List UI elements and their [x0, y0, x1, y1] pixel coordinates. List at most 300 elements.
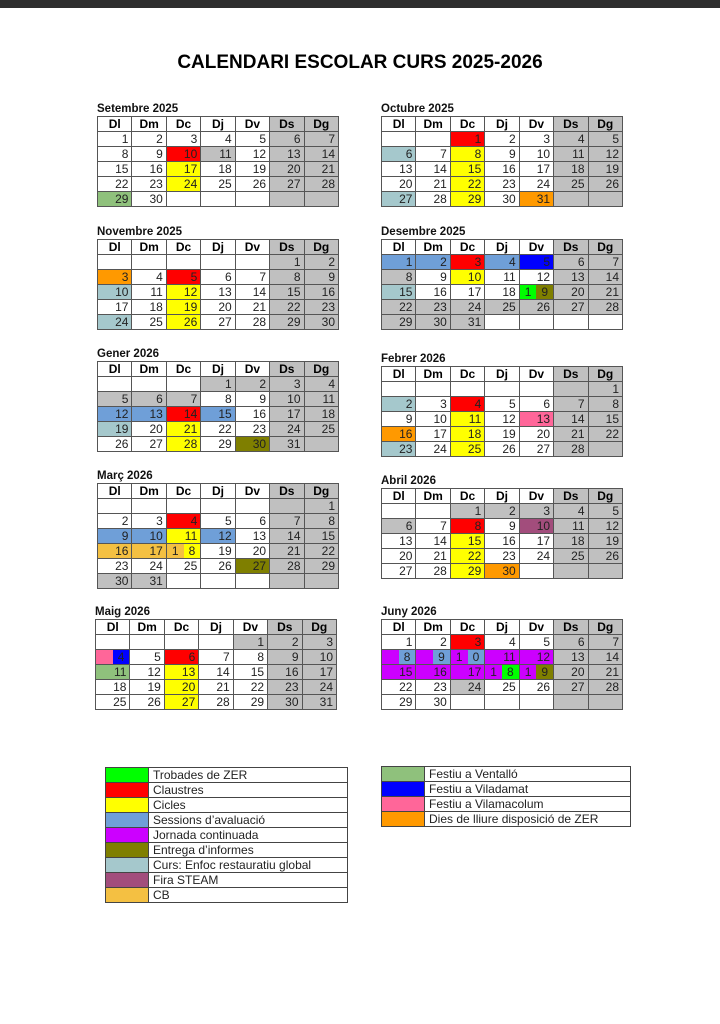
day-cell: 9: [485, 147, 519, 162]
day-cell: 13: [554, 650, 588, 665]
week-row: [382, 504, 623, 519]
weekday-header: Dg: [304, 362, 338, 377]
day-cell: 15: [382, 665, 416, 680]
weekday-header: Dv: [235, 362, 269, 377]
day-cell: 7: [588, 255, 622, 270]
day-cell: 26: [166, 315, 200, 330]
legend-label: Trobades de ZER: [149, 768, 348, 783]
legend-item: [106, 798, 348, 813]
day-cell: 27: [270, 177, 304, 192]
day-cell: 10: [98, 285, 132, 300]
weekday-header: Dv: [235, 240, 269, 255]
day-cell: 4: [554, 504, 588, 519]
weekday-header: Dc: [450, 620, 484, 635]
day-cell: 31: [450, 315, 484, 330]
weekday-header: Ds: [554, 489, 588, 504]
day-cell: 27: [382, 192, 416, 207]
weekday-header: Ds: [554, 620, 588, 635]
day-cell: 4: [450, 397, 484, 412]
day-cell: 14: [588, 650, 622, 665]
day-cell: 11: [132, 285, 166, 300]
day-cell: 21: [199, 680, 233, 695]
day-cell: 22: [588, 427, 622, 442]
day-cell: 24: [450, 680, 484, 695]
day-part: 8: [399, 650, 416, 664]
day-cell: 7: [416, 519, 450, 534]
weekday-header: Dj: [201, 240, 235, 255]
day-cell: 18: [304, 407, 338, 422]
day-cell: 4: [554, 132, 588, 147]
day-cell: 6: [270, 132, 304, 147]
weekday-header: Dg: [588, 620, 622, 635]
legend-swatch: [382, 797, 425, 812]
weekday-header: Dl: [382, 489, 416, 504]
day-cell: 24: [302, 680, 336, 695]
day-cell: 2: [98, 514, 132, 529]
day-cell: 24: [519, 177, 553, 192]
weekday-header: Dm: [132, 117, 166, 132]
week-row: [382, 680, 623, 695]
weekday-header: Dj: [201, 484, 235, 499]
week-row: [98, 529, 339, 544]
day-cell: 21: [235, 300, 269, 315]
week-row: [382, 534, 623, 549]
day-cell: 27: [235, 559, 269, 574]
day-cell: [270, 574, 304, 589]
day-cell: 20: [554, 665, 588, 680]
weekday-header: Ds: [554, 117, 588, 132]
day-cell: [164, 635, 198, 650]
weekday-header: Dl: [96, 620, 130, 635]
day-cell: 25: [166, 559, 200, 574]
day-cell: 23: [416, 680, 450, 695]
day-cell: [166, 499, 200, 514]
day-cell: 10: [166, 147, 200, 162]
day-cell: 22: [382, 300, 416, 315]
legend-swatch: [106, 828, 149, 843]
day-cell: 2: [132, 132, 166, 147]
day-cell: 23: [268, 680, 302, 695]
month-name: Maig 2026: [95, 606, 150, 618]
weekday-header: Dj: [485, 620, 519, 635]
legend-swatch: [382, 767, 425, 782]
legend-swatch: [382, 812, 425, 827]
day-cell: 8: [233, 650, 267, 665]
month-table: [95, 619, 337, 710]
day-part: 9: [536, 285, 553, 299]
day-cell: 27: [554, 300, 588, 315]
day-cell: 10: [132, 529, 166, 544]
day-cell: 26: [519, 300, 553, 315]
day-cell: 3: [450, 635, 484, 650]
weekday-header: Dc: [450, 240, 484, 255]
day-cell: [485, 695, 519, 710]
weekday-header: Dm: [416, 620, 450, 635]
day-cell: [166, 574, 200, 589]
day-cell: 2: [382, 397, 416, 412]
legend-item: [106, 768, 348, 783]
day-cell: 2: [416, 635, 450, 650]
day-cell: 6: [382, 519, 416, 534]
day-cell: 8: [450, 147, 484, 162]
day-cell-split: [382, 650, 416, 665]
week-row: [382, 300, 623, 315]
day-cell: 25: [485, 300, 519, 315]
day-cell: 2: [268, 635, 302, 650]
month-name: Setembre 2025: [97, 103, 179, 115]
day-cell: 6: [382, 147, 416, 162]
day-cell: [98, 255, 132, 270]
day-cell: 21: [416, 177, 450, 192]
week-row: [382, 549, 623, 564]
day-part: [382, 650, 399, 664]
day-cell: [304, 192, 338, 207]
day-cell: 25: [554, 177, 588, 192]
day-cell: 28: [416, 564, 450, 579]
day-cell: 13: [554, 270, 588, 285]
day-cell: 29: [98, 192, 132, 207]
day-part: 8: [502, 665, 519, 679]
month-calendar: [97, 226, 339, 330]
legend-label: Festiu a Ventalló: [425, 767, 631, 782]
weekday-header: Dl: [98, 484, 132, 499]
day-cell: 14: [166, 407, 200, 422]
legend-label: Festiu a Viladamat: [425, 782, 631, 797]
day-cell: 17: [302, 665, 336, 680]
week-row: [98, 255, 339, 270]
day-cell: 29: [382, 315, 416, 330]
day-cell: 26: [98, 437, 132, 452]
weekday-header: Dl: [98, 240, 132, 255]
weekday-header: Dc: [450, 367, 484, 382]
day-cell: 5: [166, 270, 200, 285]
weekday-header: Dc: [166, 484, 200, 499]
weekday-header: Dc: [166, 240, 200, 255]
day-cell: 24: [166, 177, 200, 192]
day-cell: 29: [270, 315, 304, 330]
legend-swatch: [106, 768, 149, 783]
day-cell: 19: [485, 427, 519, 442]
day-cell: 28: [588, 300, 622, 315]
week-row: [382, 650, 623, 665]
week-row: [382, 635, 623, 650]
weekday-header: Dg: [588, 489, 622, 504]
week-row: [98, 407, 339, 422]
day-cell: 7: [199, 650, 233, 665]
day-cell: 2: [485, 132, 519, 147]
day-cell: 5: [201, 514, 235, 529]
day-cell: 22: [233, 680, 267, 695]
legend-swatch: [106, 813, 149, 828]
day-cell: 31: [132, 574, 166, 589]
day-part: [416, 650, 433, 664]
day-cell: 17: [450, 285, 484, 300]
day-cell: 8: [270, 270, 304, 285]
weekday-header: Dl: [382, 620, 416, 635]
legend-label: Cicles: [149, 798, 348, 813]
day-cell: 12: [485, 412, 519, 427]
day-cell: 15: [450, 534, 484, 549]
day-cell: 9: [485, 519, 519, 534]
day-cell: 3: [98, 270, 132, 285]
week-row: [96, 635, 337, 650]
weekday-header: Ds: [270, 362, 304, 377]
day-cell: [235, 499, 269, 514]
day-cell: 1: [382, 635, 416, 650]
month-calendar: [381, 353, 623, 457]
day-cell: 8: [588, 397, 622, 412]
week-row: [98, 499, 339, 514]
legend-item: [106, 873, 348, 888]
day-cell: 14: [554, 412, 588, 427]
day-cell: 12: [235, 147, 269, 162]
legend-item: [106, 888, 348, 903]
day-cell: 21: [270, 544, 304, 559]
day-cell: 7: [554, 397, 588, 412]
week-row: [382, 695, 623, 710]
weekday-header: Ds: [554, 240, 588, 255]
day-cell: 23: [235, 422, 269, 437]
day-cell: 17: [132, 544, 166, 559]
day-cell: 14: [416, 162, 450, 177]
week-row: [98, 162, 339, 177]
day-cell: 26: [201, 559, 235, 574]
month-calendar: [381, 226, 623, 330]
day-cell: 22: [382, 680, 416, 695]
day-cell: [235, 574, 269, 589]
day-cell: 25: [96, 695, 130, 710]
day-cell: 12: [98, 407, 132, 422]
day-cell: [554, 564, 588, 579]
day-cell: 11: [201, 147, 235, 162]
day-cell: 19: [166, 300, 200, 315]
legend-swatch: [106, 888, 149, 903]
day-cell: [416, 132, 450, 147]
week-row: [382, 442, 623, 457]
day-cell: [201, 192, 235, 207]
day-cell: 5: [485, 397, 519, 412]
weekday-header: Dc: [166, 117, 200, 132]
day-cell: 23: [416, 300, 450, 315]
day-cell: 19: [588, 534, 622, 549]
day-cell: [554, 382, 588, 397]
month-name: Desembre 2025: [381, 226, 466, 238]
legend-label: Entrega d’informes: [149, 843, 348, 858]
day-cell: 30: [485, 192, 519, 207]
day-cell: 18: [485, 285, 519, 300]
day-cell: 26: [235, 177, 269, 192]
day-cell: 17: [519, 534, 553, 549]
week-row: [382, 270, 623, 285]
day-cell: 15: [98, 162, 132, 177]
day-cell: 2: [416, 255, 450, 270]
day-cell: [588, 442, 622, 457]
day-cell: [130, 635, 164, 650]
weekday-header: Dj: [485, 117, 519, 132]
day-cell: 25: [201, 177, 235, 192]
day-cell: 9: [304, 270, 338, 285]
weekday-header: Dm: [132, 240, 166, 255]
day-cell: 9: [416, 270, 450, 285]
day-cell: 2: [304, 255, 338, 270]
day-cell: [382, 132, 416, 147]
day-cell: 13: [201, 285, 235, 300]
day-cell: 5: [588, 504, 622, 519]
legend-right: [381, 766, 631, 827]
weekday-header: Ds: [268, 620, 302, 635]
week-row: [96, 665, 337, 680]
day-cell: 15: [233, 665, 267, 680]
day-part: 1: [167, 544, 184, 558]
day-cell: 22: [98, 177, 132, 192]
day-cell: 19: [235, 162, 269, 177]
day-cell: 5: [519, 255, 553, 270]
day-cell: 17: [450, 665, 484, 680]
day-cell: 16: [98, 544, 132, 559]
day-cell: 20: [270, 162, 304, 177]
week-row: [382, 427, 623, 442]
week-row: [98, 422, 339, 437]
day-cell: 15: [450, 162, 484, 177]
legend-item: [382, 782, 631, 797]
week-row: [98, 514, 339, 529]
week-row: [98, 392, 339, 407]
day-cell: 22: [304, 544, 338, 559]
day-cell: 30: [304, 315, 338, 330]
weekday-header: Dj: [485, 240, 519, 255]
day-cell: 7: [166, 392, 200, 407]
week-row: [382, 519, 623, 534]
day-cell: 16: [382, 427, 416, 442]
day-cell: 7: [416, 147, 450, 162]
day-cell: 16: [485, 534, 519, 549]
day-part: 4: [113, 650, 130, 664]
day-cell: 22: [270, 300, 304, 315]
legend-item: [382, 767, 631, 782]
day-cell: 21: [416, 549, 450, 564]
day-cell: 2: [235, 377, 269, 392]
day-cell: 28: [554, 442, 588, 457]
day-cell: 10: [270, 392, 304, 407]
day-cell: 25: [132, 315, 166, 330]
weekday-header: Dl: [382, 367, 416, 382]
day-cell: 20: [554, 285, 588, 300]
day-cell: 9: [382, 412, 416, 427]
day-cell: 16: [304, 285, 338, 300]
weekday-header: Dv: [235, 117, 269, 132]
day-cell: 30: [132, 192, 166, 207]
day-cell: 6: [554, 635, 588, 650]
day-cell: 20: [519, 427, 553, 442]
day-part: 1: [520, 285, 537, 299]
legend-label: Curs: Enfoc restauratiu global: [149, 858, 348, 873]
day-part: 1: [485, 665, 502, 679]
day-cell: 28: [235, 315, 269, 330]
day-cell: 20: [382, 177, 416, 192]
legend-swatch: [106, 798, 149, 813]
day-cell: 7: [235, 270, 269, 285]
month-table: [97, 483, 339, 589]
day-cell: [166, 377, 200, 392]
day-cell: 24: [98, 315, 132, 330]
day-cell: 9: [132, 147, 166, 162]
day-cell: 16: [416, 665, 450, 680]
day-cell: 14: [235, 285, 269, 300]
day-cell: [132, 377, 166, 392]
day-cell: 5: [235, 132, 269, 147]
day-cell: 14: [416, 534, 450, 549]
day-cell: 20: [382, 549, 416, 564]
day-cell: 10: [450, 270, 484, 285]
weekday-header: Dg: [304, 240, 338, 255]
day-cell: 22: [450, 549, 484, 564]
day-cell: 24: [519, 549, 553, 564]
day-part: [96, 650, 113, 664]
weekday-header: Dg: [588, 240, 622, 255]
day-cell: 27: [382, 564, 416, 579]
weekday-header: Dm: [416, 367, 450, 382]
week-row: [382, 132, 623, 147]
day-cell: [416, 382, 450, 397]
day-cell: 16: [132, 162, 166, 177]
day-cell: 4: [132, 270, 166, 285]
day-cell: 1: [233, 635, 267, 650]
weekday-header: Dv: [233, 620, 267, 635]
day-cell: 29: [450, 192, 484, 207]
weekday-header: Dg: [588, 367, 622, 382]
day-cell: 3: [450, 255, 484, 270]
day-cell: 28: [166, 437, 200, 452]
day-cell: 17: [270, 407, 304, 422]
day-cell: 21: [304, 162, 338, 177]
legend-label: CB: [149, 888, 348, 903]
day-cell: [98, 377, 132, 392]
legend-swatch: [106, 783, 149, 798]
day-cell: [166, 255, 200, 270]
day-cell-split: [166, 544, 200, 559]
day-cell: 29: [382, 695, 416, 710]
day-cell: 16: [235, 407, 269, 422]
weekday-header: Dl: [98, 117, 132, 132]
day-cell: 11: [304, 392, 338, 407]
day-cell: 8: [304, 514, 338, 529]
day-cell: 5: [519, 635, 553, 650]
day-cell: 18: [554, 534, 588, 549]
day-cell: 14: [304, 147, 338, 162]
weekday-header: Dm: [416, 240, 450, 255]
week-row: [98, 559, 339, 574]
weekday-header: Ds: [270, 240, 304, 255]
day-cell: 6: [519, 397, 553, 412]
day-cell: [132, 255, 166, 270]
weekday-header: Dg: [304, 484, 338, 499]
day-cell: 25: [304, 422, 338, 437]
day-cell: 10: [416, 412, 450, 427]
week-row: [382, 665, 623, 680]
week-row: [98, 574, 339, 589]
day-cell: 18: [450, 427, 484, 442]
day-cell: 21: [588, 665, 622, 680]
day-cell: [519, 564, 553, 579]
day-cell: [201, 255, 235, 270]
day-part: 1: [520, 665, 537, 679]
month-table: [381, 116, 623, 207]
day-cell: 30: [268, 695, 302, 710]
legend-label: Dies de lliure disposició de ZER: [425, 812, 631, 827]
day-cell: [519, 695, 553, 710]
day-cell: [201, 574, 235, 589]
day-cell: 9: [98, 529, 132, 544]
